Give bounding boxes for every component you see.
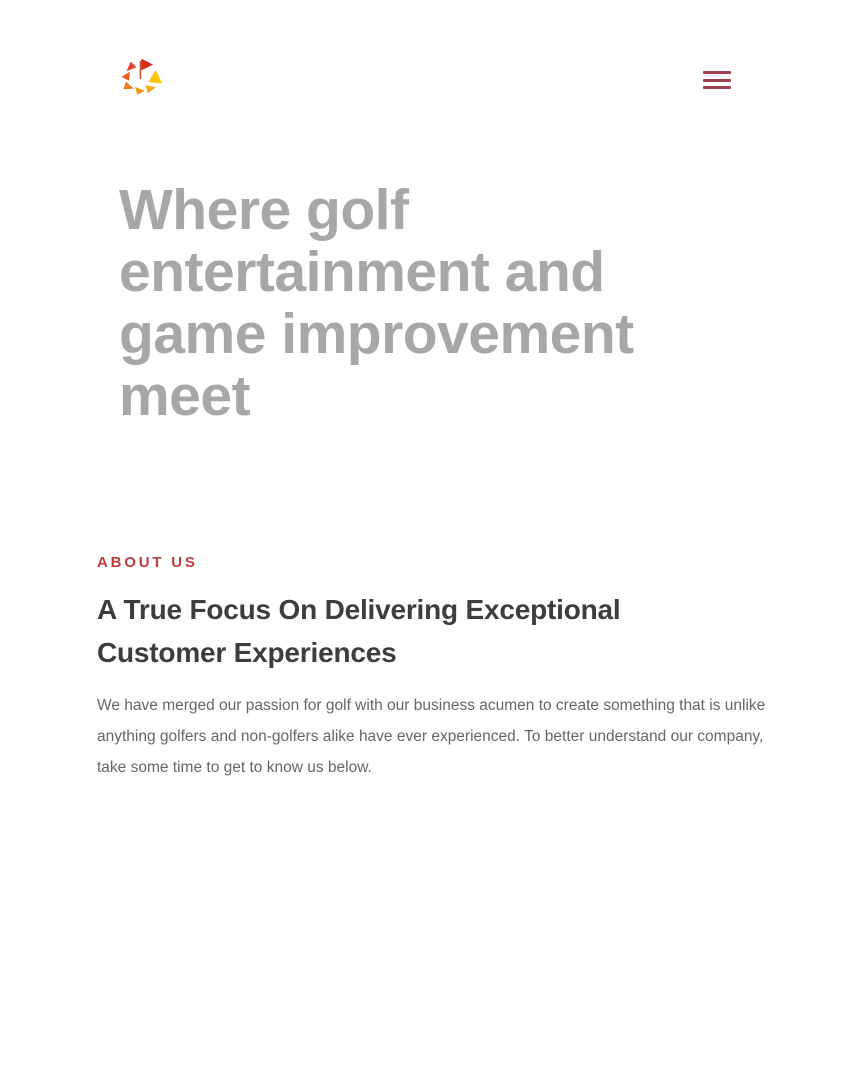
hero-title-line: Where golf — [119, 178, 409, 242]
hero-title-line: meet — [119, 364, 251, 428]
hero-title-line: game improvement — [119, 302, 634, 366]
golf-flag-swirl-icon — [119, 55, 167, 104]
hero-title-line: entertainment and — [119, 240, 605, 304]
about-eyebrow: ABOUT US — [97, 554, 198, 571]
site-header — [0, 0, 850, 103]
hamburger-bar — [703, 79, 731, 82]
about-section — [0, 427, 790, 783]
hero-title — [119, 179, 709, 427]
about-paragraph: We have merged our passion for golf with our business acumen to create something that is unlike anything golfers and non-golfers alike have ever experienced. To better understand our company, take some time to get to know us below. — [97, 697, 766, 776]
logo[interactable] — [119, 55, 167, 104]
hamburger-bar — [703, 86, 731, 89]
hamburger-bar — [703, 71, 731, 74]
about-heading-line: Customer Experiences — [97, 637, 397, 668]
about-heading-line: A True Focus On Delivering Exceptional — [97, 594, 621, 625]
hero-section — [0, 103, 850, 427]
about-heading — [97, 588, 790, 674]
hamburger-menu-icon[interactable] — [703, 71, 731, 89]
